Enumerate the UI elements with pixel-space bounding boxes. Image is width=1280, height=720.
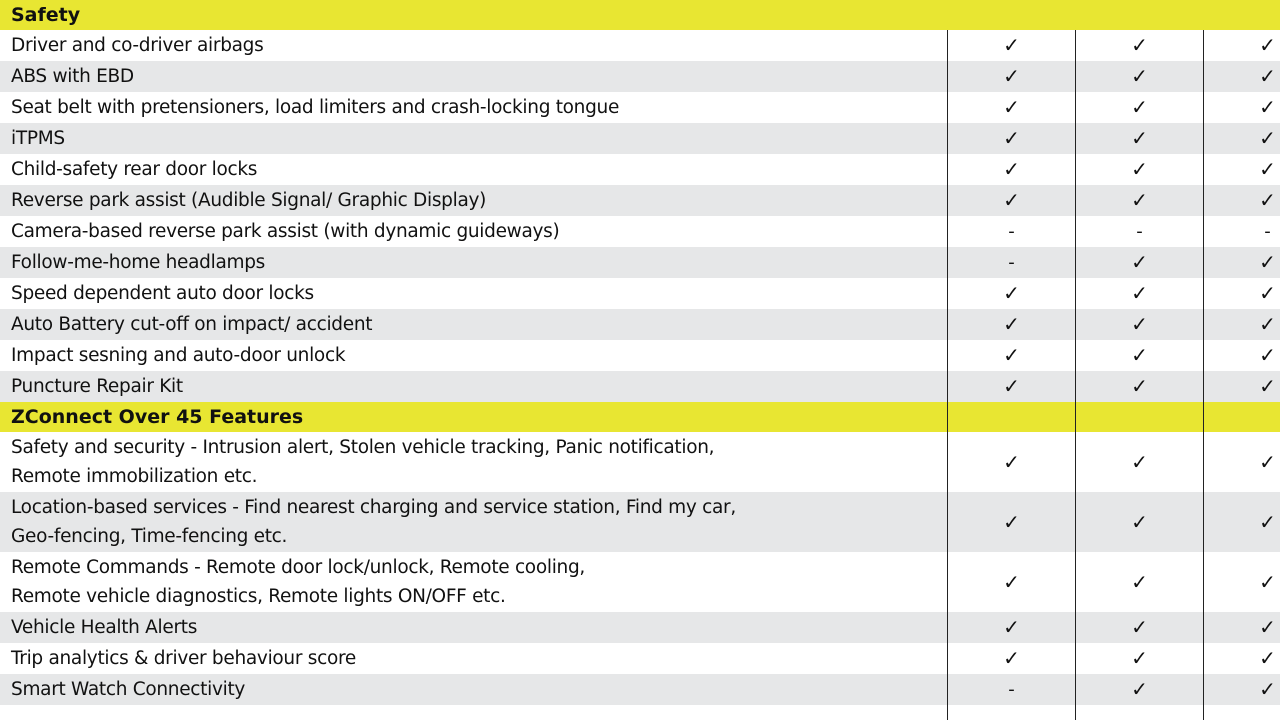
feature-label	[11, 61, 936, 92]
checkmark-icon: ✓	[1003, 281, 1020, 305]
table-row	[0, 92, 1280, 123]
checkmark-icon: ✓	[1003, 157, 1020, 181]
checkmark-icon: ✓	[1003, 374, 1020, 398]
table-row	[0, 492, 1280, 552]
checkmark-icon: ✓	[1131, 450, 1148, 474]
checkmark-icon: ✓	[1259, 33, 1276, 57]
checkmark-icon: ✓	[1259, 250, 1276, 274]
table-row	[0, 612, 1280, 643]
checkmark-icon: ✓	[1259, 281, 1276, 305]
table-row	[0, 185, 1280, 216]
feature-label-line: Geo-fencing, Time-fencing etc.	[11, 526, 288, 547]
checkmark-icon: ✓	[1003, 343, 1020, 367]
checkmark-icon: ✓	[1003, 33, 1020, 57]
feature-label-line: Remote vehicle diagnostics, Remote lights ON/OFF etc.	[11, 586, 506, 607]
checkmark-icon: ✓	[1259, 188, 1276, 212]
checkmark-icon: ✓	[1131, 677, 1148, 701]
checkmark-icon: ✓	[1131, 570, 1148, 594]
feature-label-line: Speed dependent auto door locks	[11, 283, 314, 304]
table-row	[0, 30, 1280, 61]
feature-label	[11, 247, 936, 278]
table-row	[0, 340, 1280, 371]
table-row	[0, 278, 1280, 309]
checkmark-icon: ✓	[1003, 615, 1020, 639]
column-divider	[1075, 30, 1076, 720]
section-header: ZConnect Over 45 Features	[0, 402, 1280, 432]
feature-label	[11, 216, 936, 247]
feature-label-line: Trip analytics & driver behaviour score	[11, 648, 356, 669]
checkmark-icon: ✓	[1259, 450, 1276, 474]
section-header: Safety	[0, 0, 1280, 30]
feature-label-line: Impact sesning and auto-door unlock	[11, 345, 346, 366]
not-available-dash: -	[1008, 252, 1015, 273]
feature-label	[11, 278, 936, 309]
feature-label-line: Follow-me-home headlamps	[11, 252, 265, 273]
checkmark-icon: ✓	[1259, 95, 1276, 119]
checkmark-icon: ✓	[1131, 343, 1148, 367]
checkmark-icon: ✓	[1131, 646, 1148, 670]
checkmark-icon: ✓	[1131, 95, 1148, 119]
checkmark-icon: ✓	[1131, 157, 1148, 181]
table-row	[0, 309, 1280, 340]
feature-label-line: Auto Battery cut-off on impact/ accident	[11, 314, 373, 335]
checkmark-icon: ✓	[1131, 250, 1148, 274]
not-available-dash: -	[1264, 221, 1271, 242]
feature-label-line: Remote Commands - Remote door lock/unlock, Remote cooling,	[11, 557, 585, 578]
checkmark-icon: ✓	[1259, 126, 1276, 150]
feature-label-line: iTPMS	[11, 128, 65, 149]
checkmark-icon: ✓	[1131, 510, 1148, 534]
checkmark-icon: ✓	[1003, 450, 1020, 474]
feature-label	[11, 309, 936, 340]
checkmark-icon: ✓	[1259, 312, 1276, 336]
checkmark-icon: ✓	[1259, 615, 1276, 639]
feature-label-line: Puncture Repair Kit	[11, 376, 183, 397]
feature-label	[11, 30, 936, 61]
checkmark-icon: ✓	[1259, 510, 1276, 534]
table-row	[0, 552, 1280, 612]
feature-label	[11, 492, 936, 551]
checkmark-icon: ✓	[1259, 570, 1276, 594]
checkmark-icon: ✓	[1131, 615, 1148, 639]
feature-label-line: Driver and co-driver airbags	[11, 35, 264, 56]
feature-label	[11, 432, 936, 491]
not-available-dash: -	[1136, 221, 1143, 242]
table-row	[0, 61, 1280, 92]
feature-label	[11, 552, 936, 611]
checkmark-icon: ✓	[1003, 95, 1020, 119]
feature-label-line: Remote immobilization etc.	[11, 466, 258, 487]
table-row	[0, 154, 1280, 185]
checkmark-icon: ✓	[1259, 677, 1276, 701]
checkmark-icon: ✓	[1259, 646, 1276, 670]
checkmark-icon: ✓	[1131, 33, 1148, 57]
feature-label-line: Reverse park assist (Audible Signal/ Graphic Display)	[11, 190, 487, 211]
not-available-dash: -	[1008, 679, 1015, 700]
feature-label-line: Vehicle Health Alerts	[11, 617, 198, 638]
table-row	[0, 247, 1280, 278]
feature-label	[11, 123, 936, 154]
checkmark-icon: ✓	[1259, 157, 1276, 181]
feature-label-line: Smart Watch Connectivity	[11, 679, 246, 700]
feature-label	[11, 371, 936, 402]
feature-label	[11, 154, 936, 185]
checkmark-icon: ✓	[1003, 510, 1020, 534]
checkmark-icon: ✓	[1131, 64, 1148, 88]
checkmark-icon: ✓	[1003, 64, 1020, 88]
feature-label-line: Seat belt with pretensioners, load limiters and crash-locking tongue	[11, 97, 620, 118]
checkmark-icon: ✓	[1003, 570, 1020, 594]
column-divider	[947, 30, 948, 720]
feature-label-line: Child-safety rear door locks	[11, 159, 258, 180]
table-row	[0, 123, 1280, 154]
table-row	[0, 643, 1280, 674]
checkmark-icon: ✓	[1131, 374, 1148, 398]
feature-label	[11, 92, 936, 123]
feature-label-line: Camera-based reverse park assist (with dynamic guideways)	[11, 221, 560, 242]
checkmark-icon: ✓	[1259, 64, 1276, 88]
checkmark-icon: ✓	[1003, 188, 1020, 212]
table-row	[0, 674, 1280, 705]
table-row	[0, 371, 1280, 402]
feature-label	[11, 643, 936, 674]
feature-label	[11, 612, 936, 643]
feature-label	[11, 340, 936, 371]
checkmark-icon: ✓	[1131, 126, 1148, 150]
feature-label-line: ABS with EBD	[11, 66, 134, 87]
table-row	[0, 216, 1280, 247]
checkmark-icon: ✓	[1003, 312, 1020, 336]
feature-label	[11, 185, 936, 216]
checkmark-icon: ✓	[1259, 374, 1276, 398]
feature-label-line: Safety and security - Intrusion alert, Stolen vehicle tracking, Panic notification,	[11, 437, 715, 458]
checkmark-icon: ✓	[1259, 343, 1276, 367]
checkmark-icon: ✓	[1003, 126, 1020, 150]
feature-label-line: Location-based services - Find nearest charging and service station, Find my car,	[11, 497, 736, 518]
column-divider	[1203, 30, 1204, 720]
not-available-dash: -	[1008, 221, 1015, 242]
checkmark-icon: ✓	[1131, 188, 1148, 212]
checkmark-icon: ✓	[1131, 281, 1148, 305]
feature-label	[11, 674, 936, 705]
checkmark-icon: ✓	[1131, 312, 1148, 336]
table-row	[0, 432, 1280, 492]
checkmark-icon: ✓	[1003, 646, 1020, 670]
